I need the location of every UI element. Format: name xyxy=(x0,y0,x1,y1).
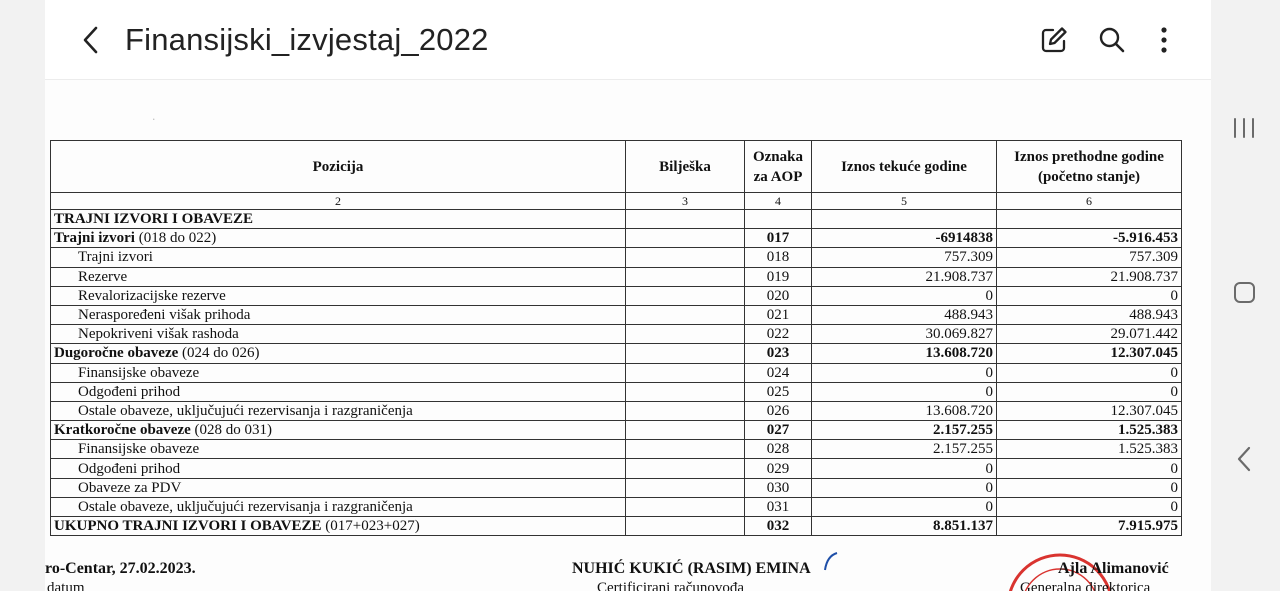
row-current-amount: 8.851.137 xyxy=(812,517,997,536)
table-row xyxy=(51,286,1182,305)
row-note xyxy=(626,440,745,459)
table-row xyxy=(51,497,1182,516)
nav-back-icon[interactable] xyxy=(1236,446,1252,472)
row-note xyxy=(626,286,745,305)
row-current-amount xyxy=(812,210,997,229)
row-label-cell xyxy=(51,459,626,478)
row-current-amount: 757.309 xyxy=(812,248,997,267)
row-previous-amount: 12.307.045 xyxy=(997,401,1182,420)
row-range: (028 do 031) xyxy=(190,422,273,439)
row-label-cell xyxy=(51,363,626,382)
row-label-cell xyxy=(51,382,626,401)
row-label-cell xyxy=(51,497,626,516)
row-aop: 027 xyxy=(745,421,812,440)
app-bar xyxy=(45,0,1211,80)
row-note xyxy=(626,325,745,344)
row-label: Nepokriveni višak rashoda xyxy=(78,326,239,343)
col-number: 6 xyxy=(997,193,1182,210)
row-current-amount: 0 xyxy=(812,286,997,305)
table-row xyxy=(51,363,1182,382)
table-row xyxy=(51,229,1182,248)
row-current-amount: 0 xyxy=(812,459,997,478)
row-aop: 026 xyxy=(745,401,812,420)
row-current-amount: 2.157.255 xyxy=(812,440,997,459)
table-header-row xyxy=(51,141,1182,193)
row-previous-amount: -5.916.453 xyxy=(997,229,1182,248)
row-label-cell xyxy=(51,440,626,459)
director-name: Ajla Alimanović xyxy=(1058,560,1169,577)
accountant-label: Certificirani računovođa xyxy=(597,580,745,591)
row-label-cell xyxy=(51,325,626,344)
row-label-cell xyxy=(51,248,626,267)
place-date-label: datum xyxy=(47,580,85,591)
recent-apps-icon[interactable] xyxy=(1234,118,1256,138)
document-title: Finansijski_izvjestaj_2022 xyxy=(125,22,489,57)
back-button[interactable] xyxy=(73,22,109,58)
row-aop: 018 xyxy=(745,248,812,267)
column-number-row xyxy=(51,193,1182,210)
more-icon xyxy=(1159,25,1169,55)
edit-button[interactable] xyxy=(1036,22,1072,58)
row-label: Neraspoređeni višak prihoda xyxy=(78,307,251,324)
row-aop: 020 xyxy=(745,286,812,305)
table-row xyxy=(51,382,1182,401)
home-icon[interactable] xyxy=(1234,282,1255,303)
document-viewer xyxy=(45,0,1211,591)
table-row xyxy=(51,344,1182,363)
row-previous-amount: 29.071.442 xyxy=(997,325,1182,344)
row-current-amount: 13.608.720 xyxy=(812,401,997,420)
row-previous-amount: 0 xyxy=(997,478,1182,497)
row-label: Ostale obaveze, uključujući rezervisanja i razgraničenja xyxy=(78,402,413,419)
row-note xyxy=(626,210,745,229)
row-label: Trajni izvori xyxy=(54,230,135,247)
row-label: Revalorizacijske rezerve xyxy=(78,287,226,304)
row-note xyxy=(626,248,745,267)
row-aop: 030 xyxy=(745,478,812,497)
row-aop: 022 xyxy=(745,325,812,344)
row-label-cell xyxy=(51,401,626,420)
header-current-year: Iznos tekuće godine xyxy=(812,141,997,193)
signature-footer xyxy=(45,558,1211,591)
row-label: Obaveze za PDV xyxy=(78,479,182,496)
row-label: UKUPNO TRAJNI IZVORI I OBAVEZE xyxy=(54,518,322,535)
row-note xyxy=(626,459,745,478)
row-label: Finansijske obaveze xyxy=(78,364,200,381)
row-label-cell xyxy=(51,344,626,363)
row-previous-amount: 1.525.383 xyxy=(997,421,1182,440)
document-page xyxy=(45,80,1211,591)
table-row xyxy=(51,421,1182,440)
row-range: (024 do 026) xyxy=(178,345,260,362)
search-button[interactable] xyxy=(1094,22,1130,58)
back-icon xyxy=(81,25,101,55)
col-number: 5 xyxy=(812,193,997,210)
header-aop: Oznaka za AOP xyxy=(745,141,812,193)
row-aop: 024 xyxy=(745,363,812,382)
row-aop: 031 xyxy=(745,497,812,516)
row-aop xyxy=(745,210,812,229)
scan-speck: · xyxy=(152,113,156,126)
row-previous-amount: 0 xyxy=(997,459,1182,478)
row-note xyxy=(626,305,745,324)
table-row xyxy=(51,325,1182,344)
row-previous-amount: 12.307.045 xyxy=(997,344,1182,363)
row-aop: 017 xyxy=(745,229,812,248)
row-previous-amount: 21.908.737 xyxy=(997,267,1182,286)
row-label: Ostale obaveze, uključujući rezervisanja i razgraničenja xyxy=(78,498,413,515)
row-label-cell xyxy=(51,286,626,305)
row-note xyxy=(626,267,745,286)
row-note xyxy=(626,382,745,401)
row-label-cell xyxy=(51,267,626,286)
row-current-amount: -6914838 xyxy=(812,229,997,248)
row-aop: 019 xyxy=(745,267,812,286)
table-row xyxy=(51,210,1182,229)
table-row xyxy=(51,478,1182,497)
director-label: Generalna direktorica xyxy=(1020,580,1151,591)
row-note xyxy=(626,363,745,382)
table-row xyxy=(51,440,1182,459)
row-label-cell xyxy=(51,210,626,229)
row-previous-amount: 0 xyxy=(997,363,1182,382)
table-row xyxy=(51,305,1182,324)
row-previous-amount xyxy=(997,210,1182,229)
row-label: Kratkoročne obaveze xyxy=(54,422,191,439)
row-label-cell xyxy=(51,229,626,248)
row-note xyxy=(626,421,745,440)
row-note xyxy=(626,229,745,248)
header-biljeska: Bilješka xyxy=(626,141,745,193)
row-label: TRAJNI IZVORI I OBAVEZE xyxy=(54,211,254,228)
table-row xyxy=(51,248,1182,267)
row-current-amount: 13.608.720 xyxy=(812,344,997,363)
row-label: Odgođeni prihod xyxy=(78,460,181,477)
col-number: 3 xyxy=(626,193,745,210)
row-label: Trajni izvori xyxy=(78,249,153,266)
row-note xyxy=(626,401,745,420)
row-aop: 032 xyxy=(745,517,812,536)
row-aop: 021 xyxy=(745,305,812,324)
row-note xyxy=(626,517,745,536)
search-icon xyxy=(1097,25,1127,55)
row-previous-amount: 1.525.383 xyxy=(997,440,1182,459)
table-row xyxy=(51,401,1182,420)
place-date: ro-Centar, 27.02.2023. xyxy=(45,560,196,577)
row-label-cell xyxy=(51,517,626,536)
row-note xyxy=(626,344,745,363)
row-previous-amount: 488.943 xyxy=(997,305,1182,324)
row-label-cell xyxy=(51,421,626,440)
row-current-amount: 0 xyxy=(812,497,997,516)
row-label-cell xyxy=(51,478,626,497)
row-previous-amount: 0 xyxy=(997,286,1182,305)
row-range: (017+023+027) xyxy=(321,518,420,535)
financial-table xyxy=(50,140,1182,536)
row-previous-amount: 0 xyxy=(997,382,1182,401)
row-aop: 029 xyxy=(745,459,812,478)
row-aop: 025 xyxy=(745,382,812,401)
row-label: Finansijske obaveze xyxy=(78,441,200,458)
row-label: Odgođeni prihod xyxy=(78,383,181,400)
row-label-cell xyxy=(51,305,626,324)
row-range: (018 do 022) xyxy=(134,230,217,247)
row-aop: 028 xyxy=(745,440,812,459)
table-row xyxy=(51,517,1182,536)
edit-icon xyxy=(1039,25,1069,55)
more-options-button[interactable] xyxy=(1146,22,1182,58)
header-pozicija: Pozicija xyxy=(51,141,626,193)
row-current-amount: 488.943 xyxy=(812,305,997,324)
row-current-amount: 21.908.737 xyxy=(812,267,997,286)
col-number: 4 xyxy=(745,193,812,210)
row-note xyxy=(626,497,745,516)
row-previous-amount: 7.915.975 xyxy=(997,517,1182,536)
row-previous-amount: 0 xyxy=(997,497,1182,516)
col-number: 2 xyxy=(51,193,626,210)
table-row xyxy=(51,459,1182,478)
row-current-amount: 0 xyxy=(812,363,997,382)
row-current-amount: 30.069.827 xyxy=(812,325,997,344)
row-current-amount: 0 xyxy=(812,382,997,401)
signature-mark xyxy=(821,550,843,580)
row-label: Rezerve xyxy=(78,268,128,285)
row-previous-amount: 757.309 xyxy=(997,248,1182,267)
row-aop: 023 xyxy=(745,344,812,363)
table-row xyxy=(51,267,1182,286)
accountant-name: NUHIĆ KUKIĆ (RASIM) EMINA xyxy=(572,560,811,577)
header-previous-year: Iznos prethodne godine (početno stanje) xyxy=(997,141,1182,193)
row-label: Dugoročne obaveze xyxy=(54,345,179,362)
row-current-amount: 0 xyxy=(812,478,997,497)
row-note xyxy=(626,478,745,497)
row-current-amount: 2.157.255 xyxy=(812,421,997,440)
